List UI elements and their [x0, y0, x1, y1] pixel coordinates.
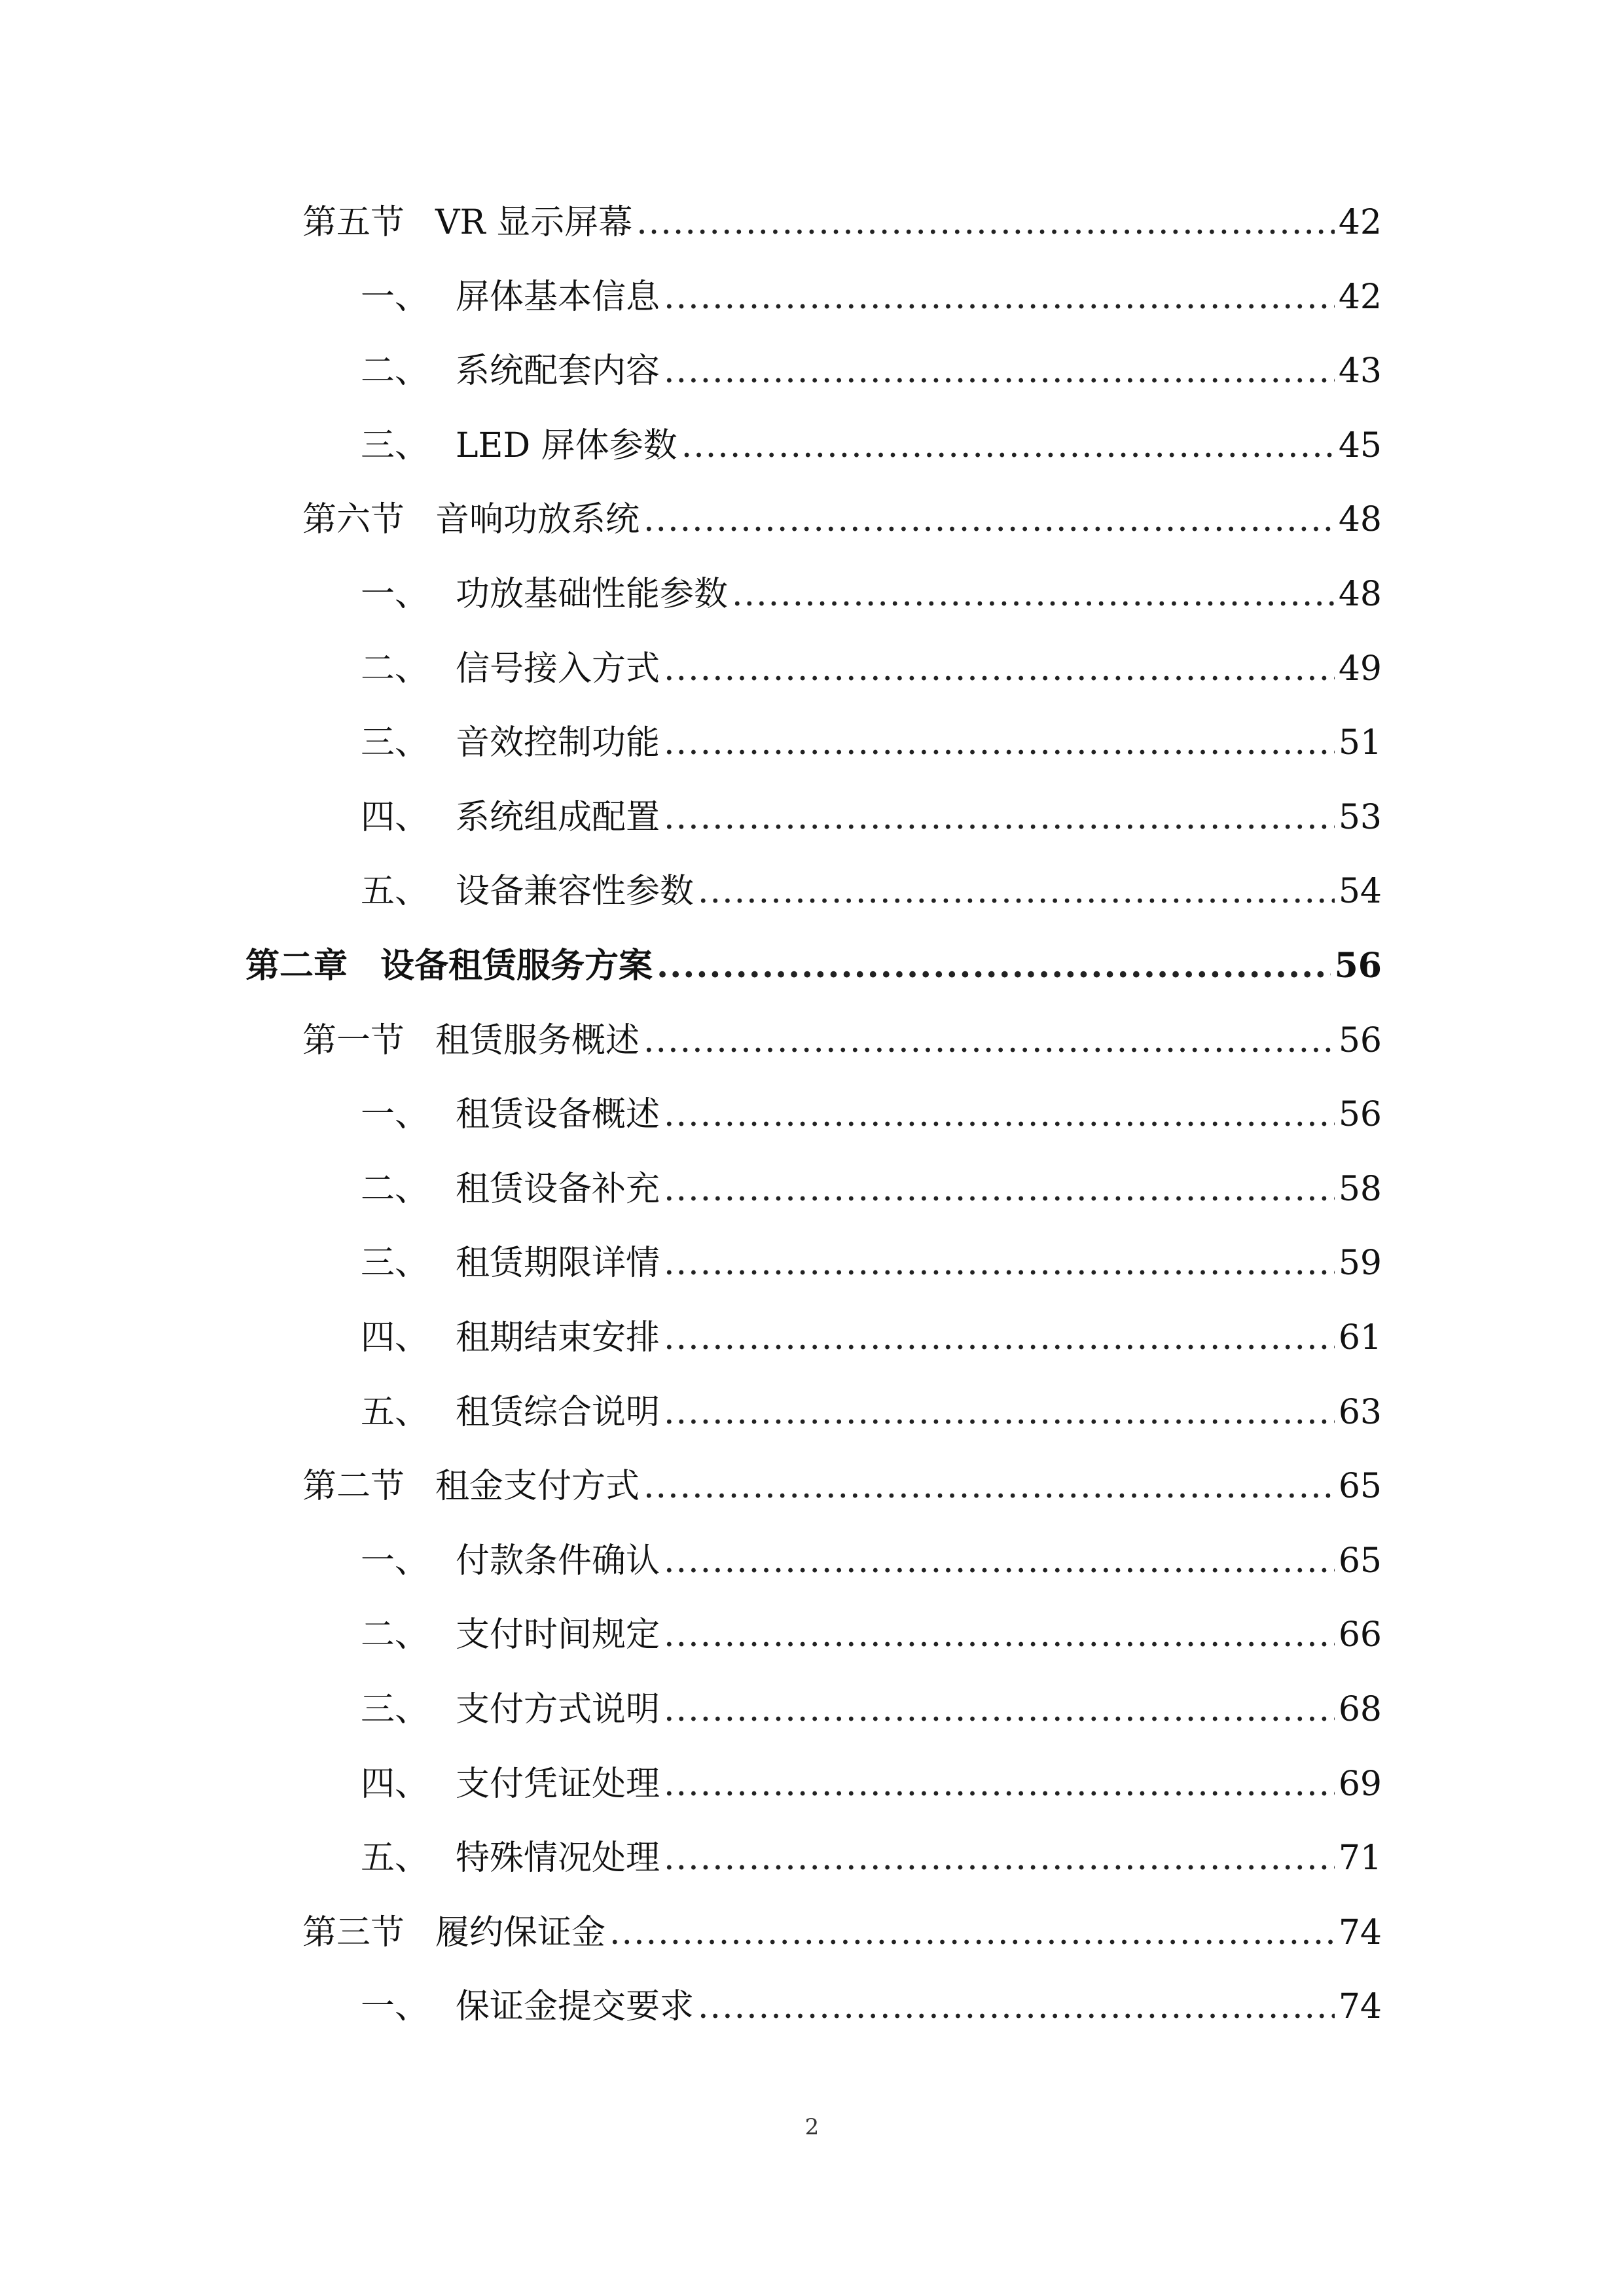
toc-entry-item[interactable] — [361, 1832, 1382, 1884]
toc-entry-number: 第二节 — [302, 1467, 405, 1506]
toc-entry-number: 第五节 — [302, 203, 405, 242]
toc-entry-title: VR 显示屏幕 — [435, 203, 633, 242]
toc-entry-item[interactable] — [361, 1609, 1382, 1661]
toc-entry-page: 59 — [1338, 1244, 1382, 1283]
dot-leader — [664, 643, 1335, 695]
toc-entry-page: 68 — [1338, 1690, 1382, 1729]
toc-entry-number: 二、 — [361, 649, 429, 689]
toc-entry-item[interactable] — [361, 1163, 1382, 1215]
toc-entry-page: 56 — [1334, 946, 1382, 986]
dot-leader — [664, 1237, 1335, 1289]
toc-entry-section[interactable] — [302, 493, 1382, 546]
toc-entry-page: 42 — [1338, 203, 1382, 242]
toc-entry-title: 租期结束安排 — [456, 1318, 660, 1357]
dot-leader — [664, 1832, 1335, 1884]
toc-entry-item[interactable] — [361, 865, 1382, 918]
toc-entry-title: 付款条件确认 — [456, 1541, 660, 1581]
dot-leader — [643, 1460, 1335, 1513]
toc-entry-item[interactable] — [361, 791, 1382, 844]
dot-leader — [664, 717, 1335, 769]
toc-entry-title: 租赁综合说明 — [456, 1393, 660, 1432]
toc-entry-title: 系统配套内容 — [456, 351, 660, 391]
toc-entry-page: 54 — [1338, 872, 1382, 911]
toc-entry-item[interactable] — [361, 1386, 1382, 1439]
toc-entry-item[interactable] — [361, 643, 1382, 695]
toc-entry-title: 信号接入方式 — [456, 649, 660, 689]
toc-entry-chapter[interactable] — [245, 940, 1382, 992]
toc-entry-page: 65 — [1338, 1541, 1382, 1581]
toc-entry-page: 69 — [1338, 1765, 1382, 1804]
toc-entry-title: 音响功放系统 — [435, 500, 640, 539]
toc-entry-item[interactable] — [361, 717, 1382, 769]
dot-leader — [732, 568, 1335, 620]
toc-entry-page: 56 — [1338, 1021, 1382, 1060]
toc-entry-title: 屏体基本信息 — [456, 278, 660, 317]
toc-entry-item[interactable] — [361, 1088, 1382, 1141]
toc-entry-section[interactable] — [302, 196, 1382, 249]
toc-entry-title: 系统组成配置 — [456, 798, 660, 837]
toc-entry-page: 48 — [1338, 575, 1382, 614]
toc-entry-title: 音效控制功能 — [456, 723, 660, 762]
toc-entry-number: 一、 — [361, 278, 429, 317]
toc-entry-title: 支付时间规定 — [456, 1615, 660, 1655]
toc-entry-page: 48 — [1338, 500, 1382, 539]
toc-entry-number: 四、 — [361, 798, 429, 837]
toc-entry-number: 五、 — [361, 1839, 429, 1878]
toc-entry-page: 74 — [1338, 1987, 1382, 2026]
toc-entry-item[interactable] — [361, 345, 1382, 397]
toc-entry-page: 65 — [1338, 1467, 1382, 1506]
toc-entry-number: 第一节 — [302, 1021, 405, 1060]
toc-entry-item[interactable] — [361, 1535, 1382, 1587]
toc-entry-title: 租金支付方式 — [435, 1467, 640, 1506]
toc-entry-number: 五、 — [361, 872, 429, 911]
toc-entry-page: 56 — [1338, 1095, 1382, 1134]
toc-entry-title: LED 屏体参数 — [456, 426, 677, 465]
toc-entry-title: 履约保证金 — [435, 1913, 606, 1952]
toc-entry-item[interactable] — [361, 1758, 1382, 1810]
toc-entry-section[interactable] — [302, 1014, 1382, 1067]
dot-leader — [643, 493, 1335, 546]
toc-entry-page: 63 — [1338, 1393, 1382, 1432]
toc-entry-title: 保证金提交要求 — [456, 1987, 695, 2026]
toc-entry-number: 四、 — [361, 1318, 429, 1357]
toc-entry-title: 功放基础性能参数 — [456, 575, 729, 614]
dot-leader — [664, 1312, 1335, 1364]
page-number: 2 — [804, 2114, 820, 2140]
dot-leader — [664, 345, 1335, 397]
dot-leader — [636, 196, 1335, 249]
toc-entry-item[interactable] — [361, 1312, 1382, 1364]
dot-leader — [681, 420, 1335, 472]
toc-entry-page: 61 — [1338, 1318, 1382, 1357]
toc-entry-number: 三、 — [361, 723, 429, 762]
toc-entry-number: 第二章 — [245, 946, 348, 986]
dot-leader — [664, 271, 1335, 323]
dot-leader — [657, 940, 1331, 992]
dot-leader — [664, 1386, 1335, 1439]
toc-entry-number: 一、 — [361, 575, 429, 614]
toc-entry-number: 四、 — [361, 1765, 429, 1804]
toc-entry-number: 三、 — [361, 426, 429, 465]
toc-entry-title: 租赁设备补充 — [456, 1170, 660, 1209]
toc-entry-page: 66 — [1338, 1615, 1382, 1655]
toc-entry-page: 45 — [1338, 426, 1382, 465]
dot-leader — [664, 1758, 1335, 1810]
toc-entry-item[interactable] — [361, 568, 1382, 620]
toc-entry-item[interactable] — [361, 1683, 1382, 1736]
toc-entry-number: 一、 — [361, 1541, 429, 1581]
toc-entry-page: 49 — [1338, 649, 1382, 689]
toc-entry-page: 58 — [1338, 1170, 1382, 1209]
toc-entry-number: 第三节 — [302, 1913, 405, 1952]
toc-entry-item[interactable] — [361, 271, 1382, 323]
toc-entry-page: 43 — [1338, 351, 1382, 391]
toc-entry-item[interactable] — [361, 420, 1382, 472]
toc-entry-page: 42 — [1338, 278, 1382, 317]
toc-entry-page: 53 — [1338, 798, 1382, 837]
dot-leader — [698, 865, 1335, 918]
dot-leader — [664, 791, 1335, 844]
toc-entry-title: 设备租赁服务方案 — [380, 946, 653, 986]
toc-entry-page: 71 — [1338, 1839, 1382, 1878]
toc-entry-number: 二、 — [361, 1170, 429, 1209]
toc-entry-section[interactable] — [302, 1907, 1382, 1959]
toc-entry-title: 租赁服务概述 — [435, 1021, 640, 1060]
toc-entry-section[interactable] — [302, 1460, 1382, 1513]
toc-entry-title: 特殊情况处理 — [456, 1839, 660, 1878]
toc-entry-number: 三、 — [361, 1244, 429, 1283]
toc-entry-number: 五、 — [361, 1393, 429, 1432]
toc-entry-number: 二、 — [361, 351, 429, 391]
toc-entry-title: 支付方式说明 — [456, 1690, 660, 1729]
dot-leader — [664, 1088, 1335, 1141]
toc-entry-item[interactable] — [361, 1981, 1382, 2033]
toc-entry-title: 租赁期限详情 — [456, 1244, 660, 1283]
dot-leader — [609, 1907, 1335, 1959]
toc-entry-page: 51 — [1338, 723, 1382, 762]
toc-entry-number: 二、 — [361, 1615, 429, 1655]
toc-entry-number: 第六节 — [302, 500, 405, 539]
toc-entry-title: 支付凭证处理 — [456, 1765, 660, 1804]
toc-entry-number: 三、 — [361, 1690, 429, 1729]
dot-leader — [664, 1609, 1335, 1661]
toc-entry-page: 74 — [1338, 1913, 1382, 1952]
dot-leader — [664, 1535, 1335, 1587]
dot-leader — [664, 1163, 1335, 1215]
dot-leader — [698, 1981, 1335, 2033]
toc-entry-title: 租赁设备概述 — [456, 1095, 660, 1134]
dot-leader — [664, 1683, 1335, 1736]
toc-entry-number: 一、 — [361, 1095, 429, 1134]
toc-entry-number: 一、 — [361, 1987, 429, 2026]
toc-entry-item[interactable] — [361, 1237, 1382, 1289]
toc-entry-title: 设备兼容性参数 — [456, 872, 695, 911]
dot-leader — [643, 1014, 1335, 1067]
